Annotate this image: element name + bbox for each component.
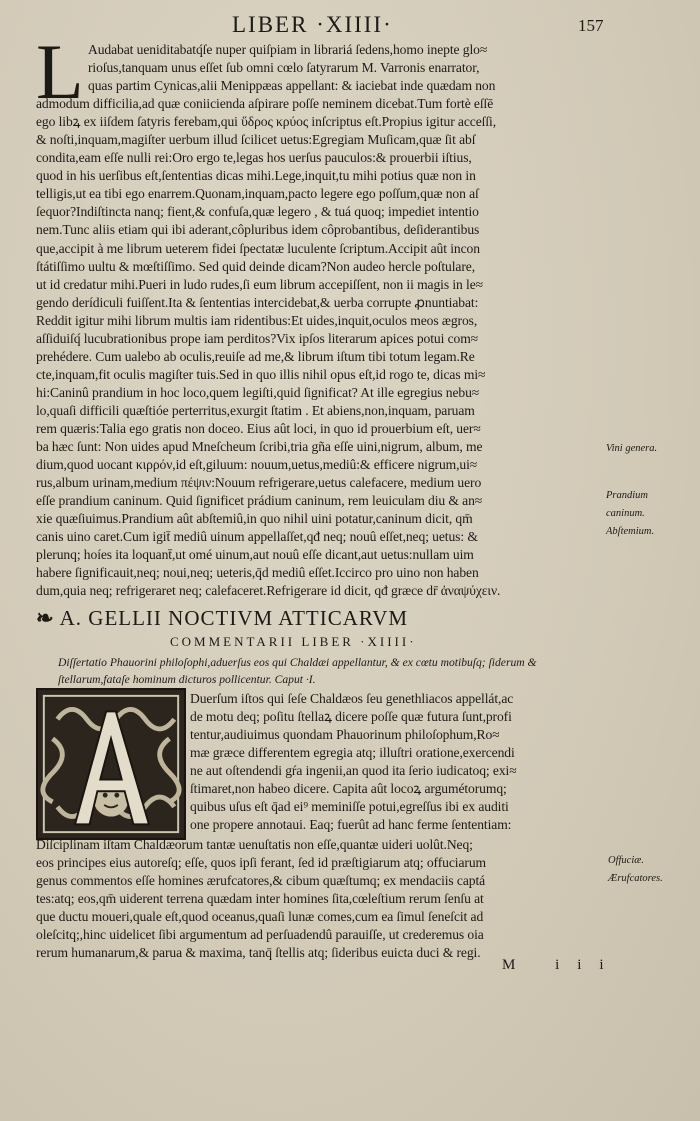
text-line: que,accipit à me librum ueterem fidei ſpectatæ luculente ſcriptum.Accipit aût incon — [36, 240, 480, 256]
text-line: ba hæc ſunt: Non uides apud Mneſcheum ſcribi,tria gña eſſe uini,nigrum, album, me — [36, 439, 483, 455]
chapter-argument — [58, 654, 598, 688]
text-line: xie quæſiuimus.Prandium aût abſtemiû,in quo nihil uini potatur,caninum dicit, qm̄ — [36, 511, 473, 527]
text-line: quibus uſus eſt q̄ad ei⁹ meminiſſe potui,egreſſus ibi ex auditi — [190, 799, 509, 815]
text-line: one propere annotaui. Eaq; fuerût ad hanc ferme ſententiam: — [190, 817, 512, 833]
chapter-text-short-lines — [190, 690, 610, 834]
text-line: ſequor?Indiſtincta nanq; fient,& confuſa,quæ legero , & tuá quoq; impediet intentio — [36, 204, 479, 220]
text-line: cte,inquam,fit oculis magiſter tuis.Sed in quo illis nihil opus eſt,id rogo te, dicas mi≈ — [36, 366, 486, 382]
text-line: ſtátiſſimo uultu & mœſtiſſimo. Sed quid deinde dicam?Non audeo hercle poſtulare, — [36, 258, 475, 274]
text-line: ut id credatur mihi.Pueri in ludo rudes,ſi eum librum accepiſſent, non ii magis in le≈ — [36, 276, 483, 292]
text-line: dum,quia neq; refrigeraret neq; calefaceret.Refrigerare id dicit, qđ græce dr̄ ἀναψύχειν. — [36, 583, 501, 599]
running-head: LIBER ·XIIII· — [232, 12, 393, 37]
text-line: aſſiduiſq́ lucubrationibus prope iam perditos?Vix ipſos literarum apices potui com≈ — [36, 330, 479, 346]
text-line: quod in his uerſibus eſt,ſententias dicas mihi.Lege,inquit,tu mihi potius quæ non in — [36, 168, 476, 184]
text-line: habere ſignificauit,neq; noui,neq; ueteris,q̄d mediû eſſet.Iccirco pro uino non haben — [36, 565, 479, 581]
text-line: nem.Tunc aliis etiam qui ibi aderant,côpluribus idem côprobantibus, deſiderantibus — [36, 222, 480, 238]
fleuron-icon: ❧ — [36, 606, 52, 630]
page-number: 157 — [578, 16, 604, 35]
text-line: ego libꝝ ex iiſdem ſatyris ferebam,qui ὕδρος κρύος inſcriptus eſt.Propius igitur acceſſi, — [36, 114, 496, 130]
chapter-text-full-lines — [36, 836, 604, 962]
text-line: genus commentos eſſe homines ærufcatores,& cibum quæſtumq; ex mendaciis captá — [36, 873, 486, 889]
text-line: condita,eam eſſe nulli rei:Oro ergo te,legas hos uerſus pauculos:& prouerbii iſtius, — [36, 150, 472, 166]
text-line: prehédere. Cum ualebo ab oculis,reuiſe ad me,& librum iſtum tibi totum legam.Re — [36, 348, 475, 364]
margin-note: Abſtemium. — [606, 526, 655, 537]
text-line: Diſciplinam iſtam Chaldæorum tantæ uenuſtatis non eſſe,quantæ uideri uolût.Neq; — [36, 837, 473, 852]
text-line: ſtimaret,non habeo dicere. Capita aût locoꝝ argumétorumq; — [190, 781, 507, 797]
margin-note: caninum. — [606, 508, 645, 519]
text-line: eſſe prandium caninum. Quid ſignificet prádium caninum, rem leuiculam diu & an≈ — [36, 493, 483, 509]
book-heading — [36, 606, 636, 631]
signature-mark: M iii — [502, 957, 622, 973]
chapter-text-previous — [36, 28, 604, 600]
argument-line: Diſſertatio Phauorini philoſophi,aduerſus eos qui Chaldæi appellantur, & ex cœtu motibuſq; ſiderum & — [58, 656, 537, 669]
text-line: tes:atq; eos,qm̄ uiderent terrena quædam inter homines ſita,cœleſtium rerum ſenſu at — [36, 891, 484, 907]
text-line: Reddit igitur mihi librum multis iam ridentibus:Et uides,inquit,oculos meos ægros, — [36, 312, 478, 328]
text-line: oleſcitq;,hinc uidelicet ſibi argumentum ad perſuadendû parauiſſe, ut crederemus oia — [36, 927, 484, 943]
argument-line: ſtellarum,fataſe hominum dicturos pollicentur. Caput ·I. — [58, 673, 316, 686]
text-line: lo,quaſi difficili quæſtióe perterritus,exurgit ſtatim . Et abiens,non,inquam, paruam — [36, 402, 475, 418]
text-line: plerunq; hoíes ita loquant̄,ut omé uinum,aut nouû eſſe dicant,aut uetus:nullam uim — [36, 547, 474, 563]
book-heading-text: A. GELLII NOCTIVM ATTICARVM — [59, 606, 409, 630]
text-line: tentur,audiuimus quondam Phauorinum philoſophum,Ro≈ — [190, 727, 500, 743]
text-line: dium,quod uocant κιρρόν,id eſt,giluum: nouum,uetus,mediû:& efficere nigrum,ui≈ — [36, 457, 478, 473]
text-line: mæ græce differentem egregia atq; illuſtri oratione,exercendi — [190, 745, 515, 761]
margin-note: Offuciæ. — [608, 855, 644, 866]
text-line: admodum difficilia,ad quæ coniicienda aſpirare poſſe neminem dicebat.Tum fortè eſſē — [36, 96, 494, 112]
text-line: quas partim Cynicas,alii Menippæas appellant: & iaciebat inde quædam non — [88, 78, 496, 94]
margin-note: Prandium — [606, 490, 648, 501]
text-line: eos principes eius autoreſq; eſſe, quos ipſi ferant, ſed id præſtigiarum atq; offuciarum — [36, 855, 486, 871]
text-line: rerum humanarum,& parua & maxima, tanq̄ ſtellis atq; ſideribus euicta duci & regi. — [36, 945, 481, 961]
text-line: que ductu moueri,quale eſt,quod oceanus,quaſi lunæ comes,cum ea ſimul ſeneſcit ad — [36, 909, 484, 925]
text-line: de motu deq; poſitu ſtellaꝝ dicere poſſe quæ futura ſunt,profi — [190, 709, 512, 725]
text-line: Audabat ueniditabatq́ſe nuper quiſpiam in librariá ſedens,homo inepte glo≈ — [88, 42, 488, 57]
text-line: & noſti,inquam,magiſter uerbum illud ſcilicet uetus:Egregiam Muſicam,quæ ſit abſ — [36, 132, 476, 148]
text-line: canis uino caret.Cum igit̄ mediû uinum appellaſſet,qđ neq; nouû eſſet,neq; uetus: & — [36, 529, 478, 545]
text-line: gendo derídiculi fuiſſent.Ita & ſententias intercidebat,& uerba corrupte ꝓnuntiabat: — [36, 294, 479, 310]
text-line: Duerſum iſtos qui ſeſe Chaldæos ſeu genethliacos appellát,ac — [190, 691, 514, 706]
text-line: rioſus,tanquam unus eſſet ſub omni cœlo ſatyrarum M. Varronis enarrator, — [88, 60, 480, 76]
text-line: rem quæris:Talia ego gratis non doceo. Eius aût loci, in quo id prouerbium eſt, uer≈ — [36, 420, 481, 436]
text-line: telligis,ut ea tibi ego enarrem.Quonam,inquam,pacto legere ego poſſum,quæ non aſ — [36, 186, 479, 202]
drop-cap-letter: L — [36, 28, 84, 115]
margin-note: Ærufcatores. — [608, 873, 663, 884]
text-line: ne aut oſtendendi gŕa ingenii,an quod ita ſerio iudicatoq; exi≈ — [190, 763, 517, 779]
margin-note: Vini genera. — [606, 443, 658, 454]
decorated-initial-a-icon — [36, 688, 186, 840]
book-subheading: COMMENTARII LIBER ·XIIII· — [170, 634, 417, 649]
text-line: hi:Caninû prandium in hoc loco,quem legiſti,quid ſignificat? At ille egregius nebu≈ — [36, 384, 480, 400]
text-line: rus,album urinam,medium πέψιν:Nouum refrigerare,uetus calefacere, medium uero — [36, 475, 482, 491]
